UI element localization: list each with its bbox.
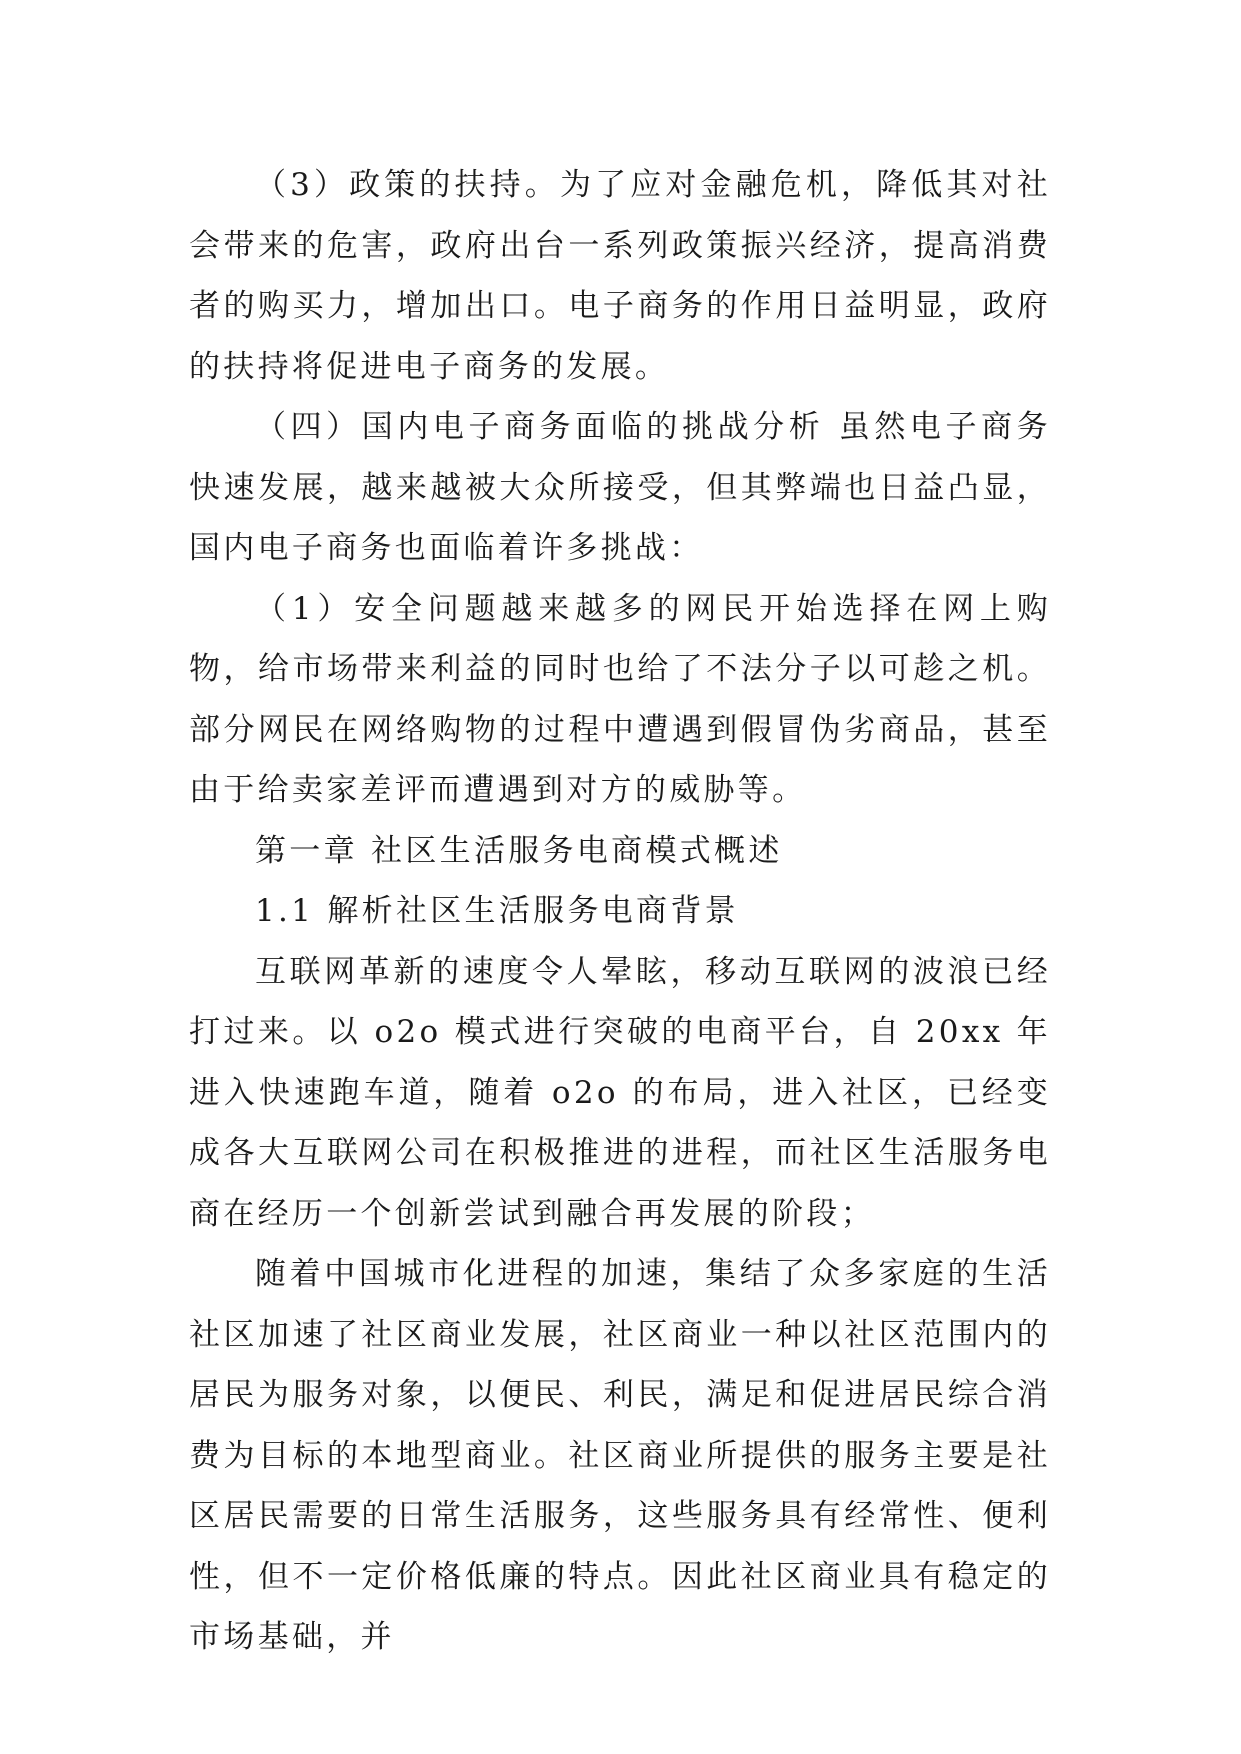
paragraph-urbanization: 随着中国城市化进程的加速，集结了众多家庭的生活社区加速了社区商业发展，社区商业一种以社区范围内的居民为服务对象，以便民、利民，满足和促进居民综合消费为目标的本地型商业。社区商业所提供的服务主要是社区居民需要的日常生活服务，这些服务具有经常性、便利性，但不一定价格低廉的特点。因此社区商业具有稳定的市场基础，并: [189, 1256, 1051, 1655]
paragraph-internet-innovation: 互联网革新的速度令人晕眩，移动互联网的波浪已经打过来。以 o2o 模式进行突破的电商平台，自 20xx 年进入快速跑车道，随着 o2o 的布局，进入社区，已经变成各大互联网公司在积极推进的进程，而社区生活服务电商在经历一个创新尝试到融合再发展的阶段；: [189, 953, 1051, 1232]
chapter-title: 第一章 社区生活服务电商模式概述: [255, 832, 783, 869]
section-title: 1.1 解析社区生活服务电商背景: [255, 893, 739, 929]
paragraph-policy-support: （3）政策的扶持。为了应对金融危机，降低其对社会带来的危害，政府出台一系列政策振兴经济，提高消费者的购买力，增加出口。电子商务的作用日益明显，政府的扶持将促进电子商务的发展。: [189, 167, 1051, 385]
document-body: [189, 155, 1051, 1668]
paragraph-challenges-intro: （四）国内电子商务面临的挑战分析 虽然电子商务快速发展，越来越被大众所接受，但其弊端也日益凸显，国内电子商务也面临着许多挑战：: [189, 409, 1051, 566]
paragraph-security-issues: （1）安全问题越来越多的网民开始选择在网上购物，给市场带来利益的同时也给了不法分子以可趁之机。部分网民在网络购物的过程中遭遇到假冒伪劣商品，甚至由于给卖家差评而遭遇到对方的威胁等。: [189, 590, 1051, 808]
